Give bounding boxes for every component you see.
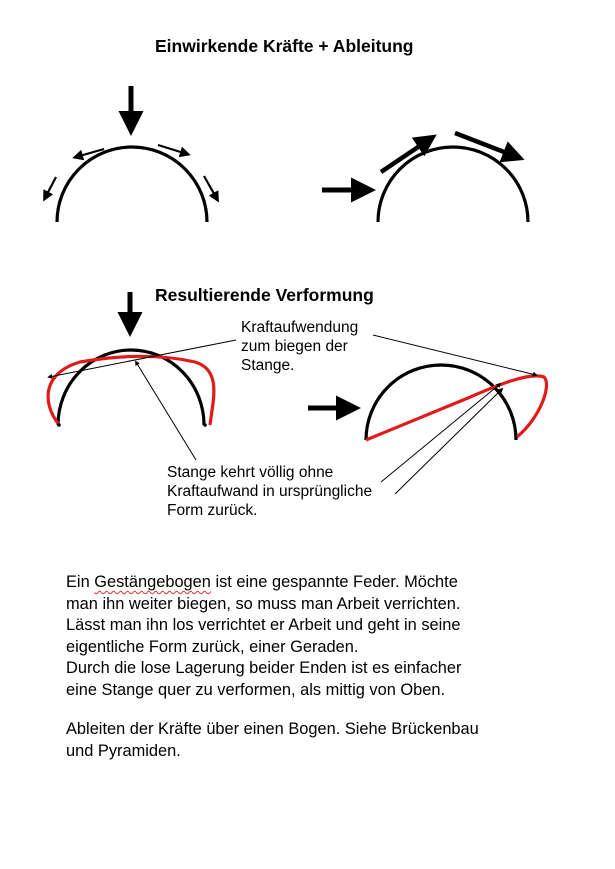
spellcheck-word: Gestängebogen — [94, 573, 211, 591]
arrow-tangent-right-lower — [204, 176, 217, 199]
pole-end-right — [203, 423, 207, 427]
pole-end-left — [57, 423, 61, 427]
pole-deformed-side — [366, 376, 546, 440]
annotation-return-line: Stange kehrt völlig ohne — [167, 464, 334, 481]
paragraph-line: Durch die lose Lagerung beider Enden ist es einfacher — [66, 659, 462, 677]
paragraph-line: und Pyramiden. — [66, 741, 181, 760]
pointer-force-right — [373, 335, 536, 375]
arrow-tangent-upper-left — [381, 139, 430, 172]
annotation-force-line: zum biegen der — [241, 338, 348, 355]
paragraph-spring — [66, 572, 461, 701]
arrow-tangent-left-lower — [45, 177, 56, 198]
annotation-return-line: Kraftaufwand in ursprüngliche — [167, 483, 373, 500]
heading-forces: Einwirkende Kräfte + Ableitung — [155, 36, 414, 56]
annotation-force — [241, 318, 358, 375]
paragraph-line: Ableiten der Kräfte über einen Bogen. Siehe Brückenbau — [66, 720, 479, 738]
heading-deformation: Resultierende Verformung — [155, 285, 374, 305]
annotation-force-line: Stange. — [241, 357, 295, 374]
annotation-return-line: Form zurück. — [167, 502, 258, 519]
arc-original-side — [366, 365, 516, 440]
paragraph-line: Lässt man ihn los verrichtet er Arbeit und geht in seine — [66, 616, 461, 634]
pointer-return-right-1 — [381, 384, 500, 482]
paragraph-line — [66, 572, 461, 594]
arc-top-load — [57, 147, 207, 222]
pole-deformed-top — [48, 356, 214, 425]
paragraph-line: eine Stange quer zu verformen, als mittig von Oben. — [66, 680, 446, 699]
paragraph-arches — [66, 719, 479, 762]
annotation-force-line: Kraftaufwendung — [241, 319, 359, 336]
annotation-return — [167, 463, 372, 520]
text-fragment: ist eine gespannte Feder. Möchte — [210, 573, 458, 591]
paragraph-line: man ihn weiter biegen, so muss man Arbeit verrichten. — [66, 594, 461, 613]
text-fragment: Ein — [66, 573, 95, 591]
paragraph-line: eigentliche Form zurück, einer Geraden. — [66, 637, 359, 656]
